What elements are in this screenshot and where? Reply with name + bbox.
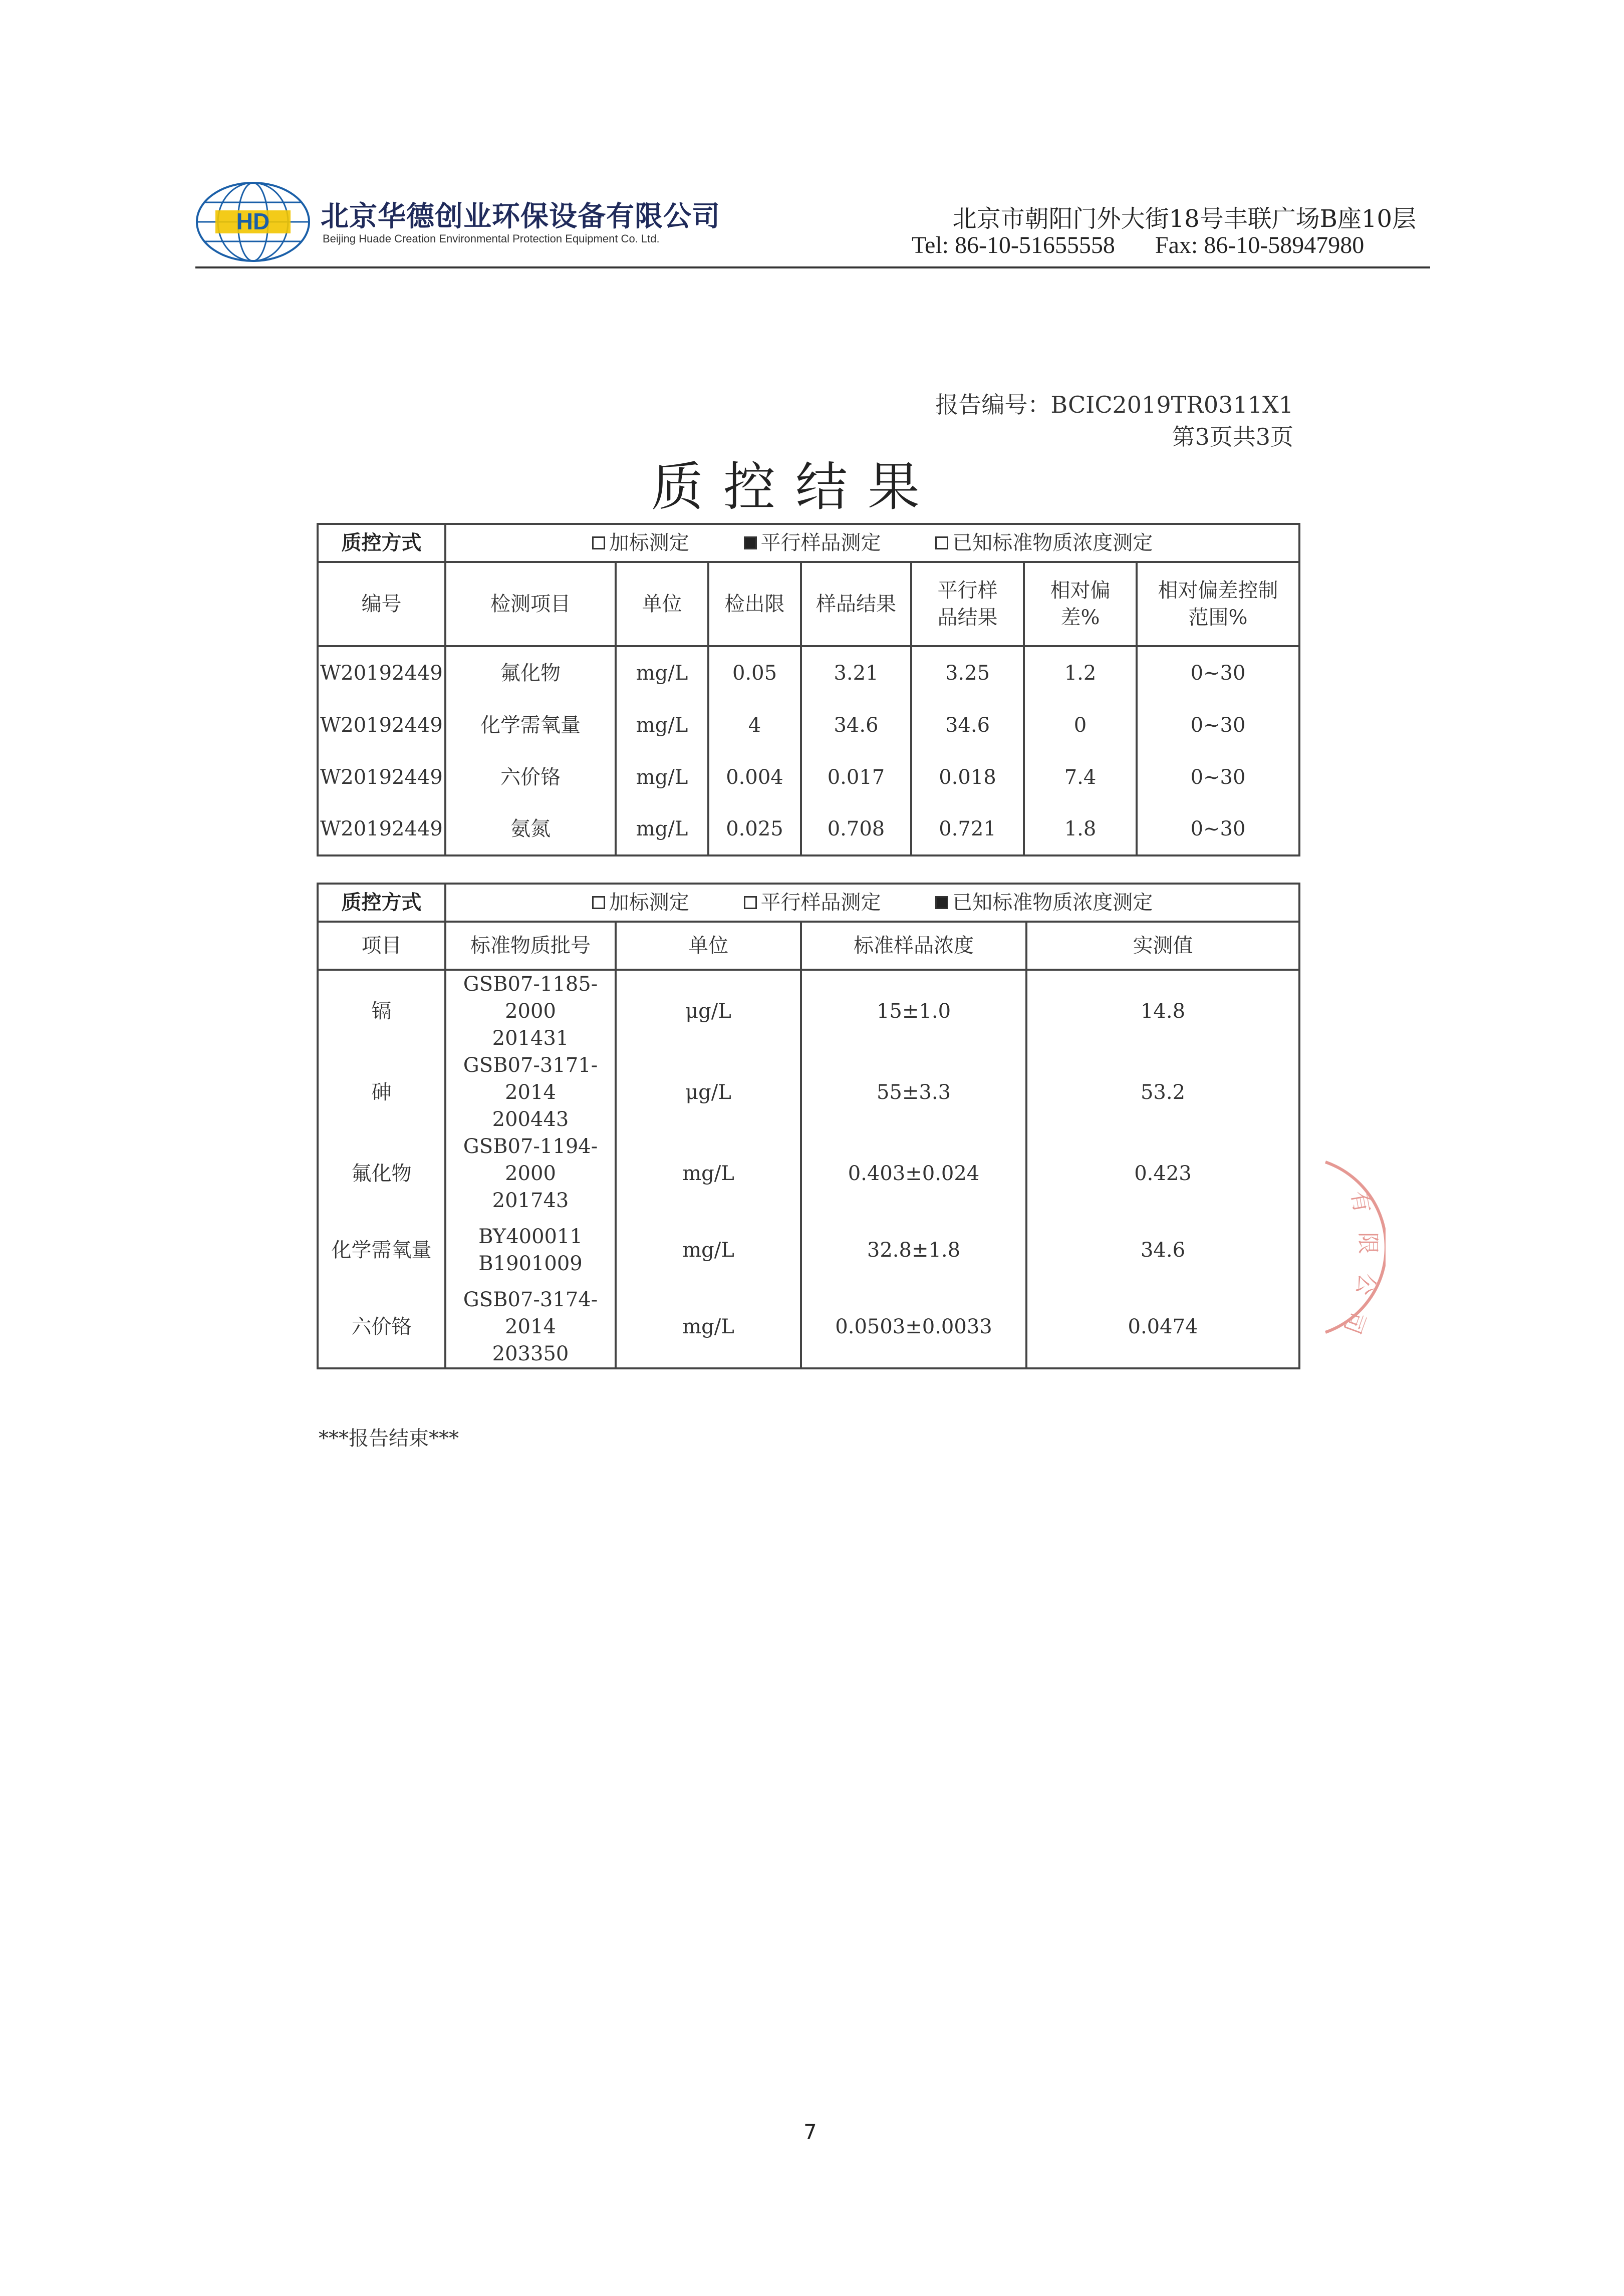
cell-standard: 0.403±0.024 <box>801 1133 1026 1214</box>
cell-item: 六价铬 <box>445 751 616 803</box>
table-row <box>318 1286 1299 1368</box>
cell-unit: mg/L <box>616 751 708 803</box>
table-row <box>318 970 1299 1052</box>
cell-range: 0~30 <box>1137 751 1299 803</box>
option-standard: 已知标准物质浓度测定 <box>935 889 1153 916</box>
header-cell: 标准物质批号 <box>445 922 616 970</box>
checkbox-icon <box>592 536 605 549</box>
cell-result: 0.708 <box>801 803 911 855</box>
cell-id: W20192449 <box>318 803 445 855</box>
table-header-row <box>318 922 1299 970</box>
document-title: 质控结果 <box>651 456 940 517</box>
option-spike: 加标测定 <box>592 889 689 916</box>
table-header-row <box>318 562 1299 646</box>
cell-standard: 32.8±1.8 <box>801 1214 1026 1286</box>
cell-parallel: 34.6 <box>911 699 1024 751</box>
cell-standard: 15±1.0 <box>801 970 1026 1052</box>
cell-limit: 0.05 <box>708 646 801 699</box>
option-parallel: 平行样品测定 <box>744 889 881 916</box>
cell-range: 0~30 <box>1137 646 1299 699</box>
cell-measured: 34.6 <box>1026 1214 1299 1286</box>
cell-batch: GSB07-1185-2000 201431 <box>445 970 616 1052</box>
table-row <box>318 1052 1299 1133</box>
cell-unit: mg/L <box>616 803 708 855</box>
svg-text:公: 公 <box>1351 1271 1381 1298</box>
table-row <box>318 699 1299 751</box>
svg-text:限: 限 <box>1355 1232 1381 1254</box>
option-standard: 已知标准物质浓度测定 <box>935 529 1153 556</box>
header-cell: 检测项目 <box>445 562 616 646</box>
header-cell: 平行样品结果 <box>911 562 1024 646</box>
cell-result: 34.6 <box>801 699 911 751</box>
table-row <box>318 646 1299 699</box>
header-cell: 样品结果 <box>801 562 911 646</box>
checkbox-icon <box>744 896 757 909</box>
table-row <box>318 1214 1299 1286</box>
report-end-note: ***报告结束*** <box>319 1427 459 1450</box>
cell-unit: mg/L <box>616 1214 801 1286</box>
cell-deviation: 1.2 <box>1024 646 1137 699</box>
cell-parallel: 0.721 <box>911 803 1024 855</box>
cell-deviation: 1.8 <box>1024 803 1137 855</box>
company-address: 北京市朝阳门外大街18号丰联广场B座10层 <box>952 205 1416 233</box>
cell-unit: μg/L <box>616 1052 801 1133</box>
cell-item: 氟化物 <box>445 646 616 699</box>
cell-unit: mg/L <box>616 699 708 751</box>
cell-unit: μg/L <box>616 970 801 1052</box>
header-cell: 单位 <box>616 562 708 646</box>
cell-measured: 53.2 <box>1026 1052 1299 1133</box>
cell-limit: 0.004 <box>708 751 801 803</box>
cell-id: W20192449 <box>318 699 445 751</box>
cell-item: 氟化物 <box>318 1133 445 1214</box>
header-cell: 标准样品浓度 <box>801 922 1026 970</box>
logo-text: HD <box>236 208 270 234</box>
header-cell: 单位 <box>616 922 801 970</box>
cell-batch: GSB07-3174-2014 203350 <box>445 1286 616 1368</box>
header-cell: 编号 <box>318 562 445 646</box>
tel: Tel: 86-10-51655558 <box>912 232 1115 258</box>
table-row <box>318 803 1299 855</box>
report-number: 报告编号：BCIC2019TR0311X1 <box>935 391 1293 418</box>
header-cell: 检出限 <box>708 562 801 646</box>
checkbox-icon <box>935 536 948 549</box>
cell-id: W20192449 <box>318 646 445 699</box>
cell-measured: 0.423 <box>1026 1133 1299 1214</box>
cell-measured: 14.8 <box>1026 970 1299 1052</box>
company-name-cn: 北京华德创业环保设备有限公司 <box>321 200 720 233</box>
header-cell: 相对偏差% <box>1024 562 1137 646</box>
company-seal-stamp <box>1320 1157 1386 1337</box>
cell-batch: GSB07-3171-2014 200443 <box>445 1052 616 1133</box>
header-divider <box>195 266 1430 268</box>
qc-method-options <box>445 884 1299 922</box>
company-logo <box>195 181 311 262</box>
cell-item: 化学需氧量 <box>445 699 616 751</box>
cell-item: 化学需氧量 <box>318 1214 445 1286</box>
cell-parallel: 3.25 <box>911 646 1024 699</box>
cell-id: W20192449 <box>318 751 445 803</box>
cell-result: 0.017 <box>801 751 911 803</box>
svg-text:司: 司 <box>1338 1308 1371 1337</box>
cell-range: 0~30 <box>1137 699 1299 751</box>
cell-standard: 0.0503±0.0033 <box>801 1286 1026 1368</box>
cell-measured: 0.0474 <box>1026 1286 1299 1368</box>
checkbox-icon <box>592 896 605 909</box>
qc-method-label: 质控方式 <box>318 524 445 562</box>
cell-item: 六价铬 <box>318 1286 445 1368</box>
checkbox-checked-icon <box>744 536 757 549</box>
header-cell: 项目 <box>318 922 445 970</box>
cell-deviation: 7.4 <box>1024 751 1137 803</box>
cell-item: 氨氮 <box>445 803 616 855</box>
qc-method-options <box>445 524 1299 562</box>
cell-batch: BY400011 B1901009 <box>445 1214 616 1286</box>
table-row <box>318 751 1299 803</box>
qc-table-parallel <box>317 523 1300 856</box>
page-count: 第3页共3页 <box>1172 423 1293 450</box>
checkbox-checked-icon <box>935 896 948 909</box>
cell-item: 砷 <box>318 1052 445 1133</box>
page-number: 7 <box>803 2120 817 2144</box>
header-cell: 实测值 <box>1026 922 1299 970</box>
cell-item: 镉 <box>318 970 445 1052</box>
cell-result: 3.21 <box>801 646 911 699</box>
cell-limit: 0.025 <box>708 803 801 855</box>
option-spike: 加标测定 <box>592 529 689 556</box>
contact-line <box>912 231 1364 259</box>
cell-range: 0~30 <box>1137 803 1299 855</box>
header-cell: 相对偏差控制范围% <box>1137 562 1299 646</box>
company-name-en: Beijing Huade Creation Environmental Protection Equipment Co. Ltd. <box>323 232 660 245</box>
cell-standard: 55±3.3 <box>801 1052 1026 1133</box>
cell-unit: mg/L <box>616 646 708 699</box>
svg-text:有: 有 <box>1346 1189 1376 1215</box>
option-parallel: 平行样品测定 <box>744 529 881 556</box>
cell-parallel: 0.018 <box>911 751 1024 803</box>
cell-batch: GSB07-1194-2000 201743 <box>445 1133 616 1214</box>
cell-limit: 4 <box>708 699 801 751</box>
qc-method-label: 质控方式 <box>318 884 445 922</box>
cell-unit: mg/L <box>616 1286 801 1368</box>
table-row <box>318 1133 1299 1214</box>
cell-deviation: 0 <box>1024 699 1137 751</box>
qc-table-standard <box>317 883 1300 1369</box>
cell-unit: mg/L <box>616 1133 801 1214</box>
fax: Fax: 86-10-58947980 <box>1155 232 1365 258</box>
